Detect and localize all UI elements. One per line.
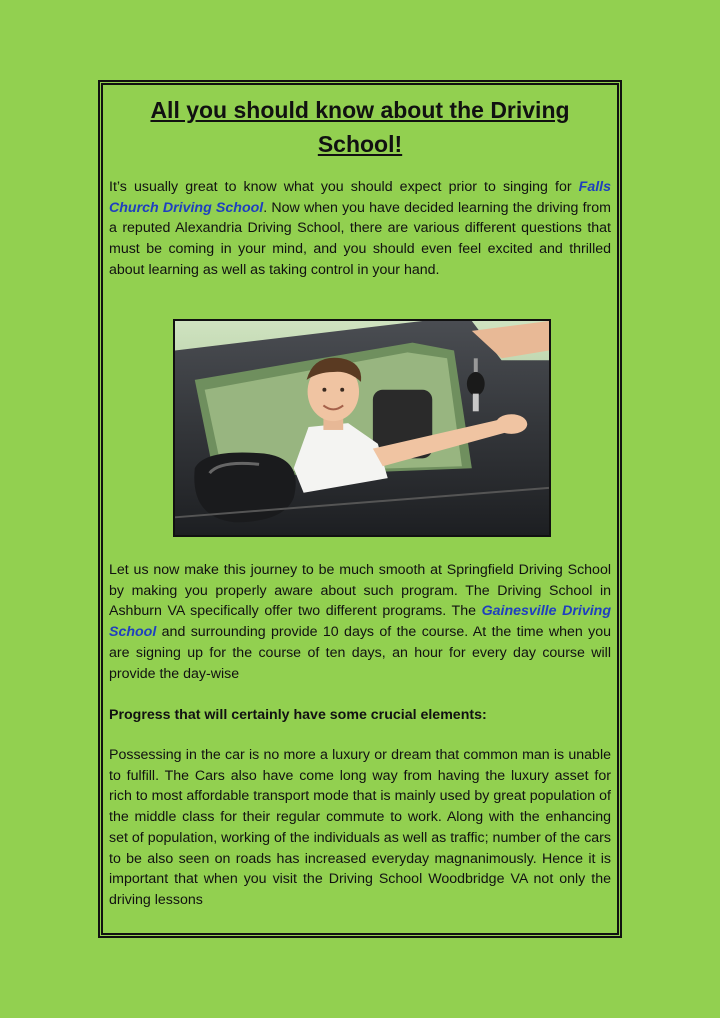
car-keys-photo — [173, 319, 551, 537]
page-title: All you should know about the Driving School! — [150, 97, 570, 157]
program-text-after: and surrounding provide 10 days of the course. At the time when you are signing up for the course of ten days, an hour for every day course will provide the day-wise — [109, 624, 611, 682]
intro-text-before: It’s usually great to know what you should expect prior to singing for — [109, 179, 579, 195]
document-frame — [98, 80, 622, 938]
intro-text-after: . Now when you have decided learning the driving from a reputed Alexandria Driving School, there are various different questions that must be coming in your mind, and you should even feel excited and thrilled about learning as well as taking control in your hand. — [109, 199, 611, 278]
program-text-before: Let us now make this journey to be much smooth at Springfield Driving School by making you properly aware about such program. The Driving School in Ashburn VA specifically offer two different programs. The — [109, 562, 611, 620]
intro-paragraph — [109, 177, 611, 281]
program-paragraph — [109, 560, 611, 684]
section-heading: Progress that will certainly have some crucial elements: — [109, 707, 487, 723]
falls-church-link[interactable]: Falls Church Driving School — [109, 179, 611, 216]
cars-paragraph: Possessing in the car is no more a luxury or dream that common man is unable to fulfill. The Cars also have come long way from having the luxury asset for rich to most affordable transport mode that is mainly used by great population of the middle class for their regular commute to work. Along with the enhancing set of population, working of the individuals as well as traffic; number of the cars to be also seen on roads has increased everyday magnanimously. Hence it is important that when you visit the Driving School Woodbridge VA not only the driving lessons — [109, 747, 611, 908]
gainesville-link[interactable]: Gainesville Driving School — [109, 603, 611, 641]
